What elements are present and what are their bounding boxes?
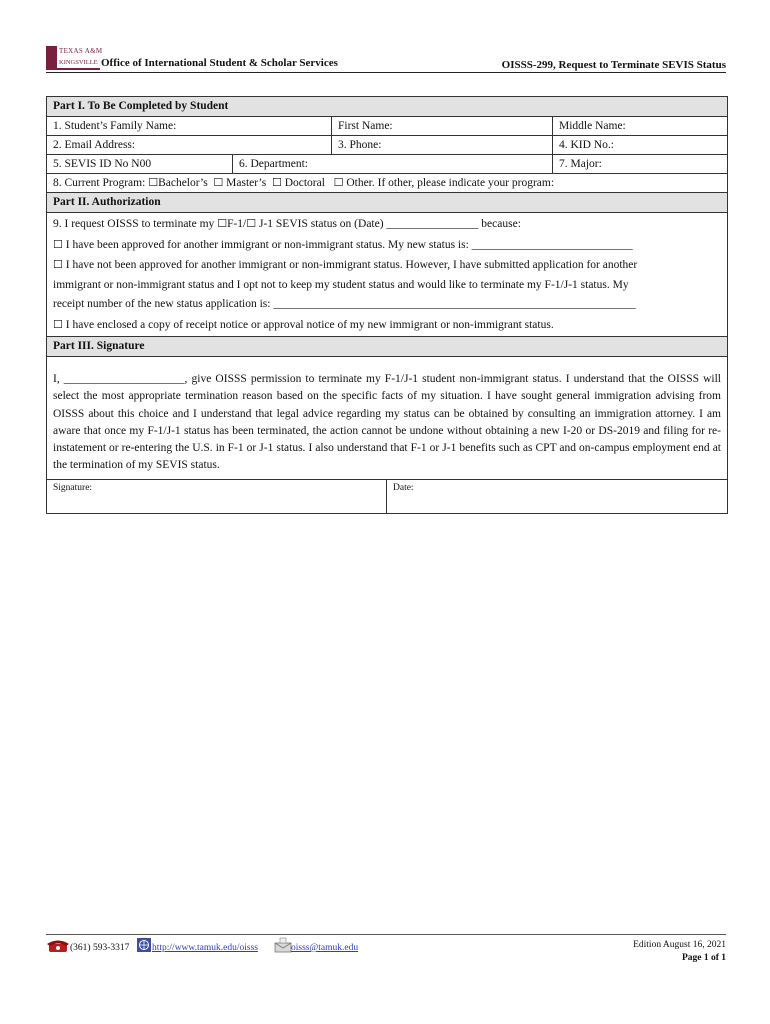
mail-icon xyxy=(274,937,292,953)
pending-text-2: immigrant or non-immigrant status and I opt not to keep my student status and would like to terminate my F-1/J-1 status. My xyxy=(53,278,629,291)
approved-text: I have been approved for another immigrant or non-immigrant status. My new status is: ____________________________ xyxy=(65,238,633,251)
telephone-icon xyxy=(46,939,70,953)
footer-phone: (361) 593-3317 xyxy=(70,943,130,953)
masters-label: Master’s xyxy=(226,177,267,189)
bachelors-checkbox[interactable]: ☐ xyxy=(148,176,159,189)
logo-text-top: TEXAS A&M xyxy=(59,47,103,55)
enclosed-checkbox[interactable]: ☐ xyxy=(53,317,63,331)
middle-name-field[interactable]: Middle Name: xyxy=(559,120,626,132)
other-label: Other. If other, please indicate your program: xyxy=(346,177,555,189)
form-title: OISSS-299, Request to Terminate SEVIS Status xyxy=(501,59,726,71)
part3-heading: Part III. Signature xyxy=(47,337,727,357)
q9-line xyxy=(47,214,727,235)
office-name: Office of International Student & Scholar Services xyxy=(101,57,338,69)
major-field[interactable]: 7. Major: xyxy=(559,158,602,170)
web-icon xyxy=(136,937,152,953)
email-field[interactable]: 2. Email Address: xyxy=(47,136,332,154)
other-checkbox[interactable]: ☐ xyxy=(333,176,344,189)
email-link[interactable]: oisss@tamuk.edu xyxy=(291,943,359,953)
university-logo xyxy=(46,46,103,70)
enclosed-text: I have enclosed a copy of receipt notice or approval notice of my new immigrant or non-immigrant status. xyxy=(65,318,554,331)
logo-text-bottom: KINGSVILLE xyxy=(59,59,98,66)
current-program-field xyxy=(47,174,727,192)
row-contact xyxy=(47,136,727,155)
option-enclosed xyxy=(47,315,727,336)
doctoral-label: Doctoral xyxy=(284,177,325,189)
j1-checkbox[interactable]: ☐ xyxy=(246,217,257,230)
phone-field[interactable]: 3. Phone: xyxy=(332,136,553,154)
first-name-field[interactable]: First Name: xyxy=(332,117,553,135)
part1-heading: Part I. To Be Completed by Student xyxy=(47,97,727,117)
row-program xyxy=(47,174,727,192)
signature-row xyxy=(47,480,727,513)
pending-text-3: receipt number of the new status application is: _______________________________________________________________ xyxy=(53,298,636,310)
part2-heading: Part II. Authorization xyxy=(47,192,727,213)
doctoral-checkbox[interactable]: ☐ xyxy=(271,176,282,189)
edition-info xyxy=(633,939,726,965)
signature-field[interactable]: Signature: xyxy=(47,480,387,513)
program-label: 8. Current Program: xyxy=(53,177,146,189)
page-footer xyxy=(46,934,726,965)
termination-form xyxy=(46,96,728,514)
masters-checkbox[interactable]: ☐ xyxy=(213,176,224,189)
bachelors-label: Bachelor’s xyxy=(158,177,208,189)
website-link[interactable]: http://www.tamuk.edu/oisss xyxy=(152,943,258,953)
kid-field[interactable]: 4. KID No.: xyxy=(559,139,614,151)
family-name-field[interactable]: 1. Student’s Family Name: xyxy=(47,117,332,135)
page-header xyxy=(46,44,726,73)
page-number: Page 1 of 1 xyxy=(681,953,726,963)
q9-text-post: J-1 SEVIS status on (Date) ________________ because: xyxy=(258,218,521,230)
edition-date: Edition August 16, 2021 xyxy=(633,940,726,950)
pending-checkbox[interactable]: ☐ xyxy=(53,258,63,271)
f1-label: F-1/ xyxy=(227,218,247,230)
row-names xyxy=(47,117,727,136)
option-pending xyxy=(47,255,727,276)
option-approved xyxy=(47,235,727,256)
q9-text-pre: 9. I request OISSS to terminate my xyxy=(53,218,215,230)
approved-checkbox[interactable]: ☐ xyxy=(53,237,63,251)
signature-statement: I, _____________________, give OISSS permission to terminate my F-1/J-1 student non-immigrant status. I understand that the OISSS will select the most appropriate termination reason based on the specific facts of my situation. I have sought general immigration advising from OISSS about this choice and I understand that legal advice regarding my status can be obtained by consulting an immigration attorney. I am aware that once my F-1/J-1 status has been terminated, the action cannot be undone without obtaining a new I-20 or DS-2019 and filing for re-instatement or re-entering the U.S. in F-1 or J-1 status. I also understand that F-1 or J-1 benefits such as CPT and on-campus employment end at the termination of my SEVIS status. xyxy=(47,357,727,480)
pending-text-1: I have not been approved for another immigrant or non-immigrant status. However, I have submitted application for another xyxy=(65,259,638,271)
row-academic xyxy=(47,155,727,174)
f1-checkbox[interactable]: ☐ xyxy=(217,217,228,230)
sevis-id-field[interactable]: 5. SEVIS ID No N00 xyxy=(47,155,233,173)
department-field[interactable]: 6. Department: xyxy=(233,155,553,173)
authorization-section xyxy=(47,213,727,337)
date-field[interactable]: Date: xyxy=(393,482,414,493)
